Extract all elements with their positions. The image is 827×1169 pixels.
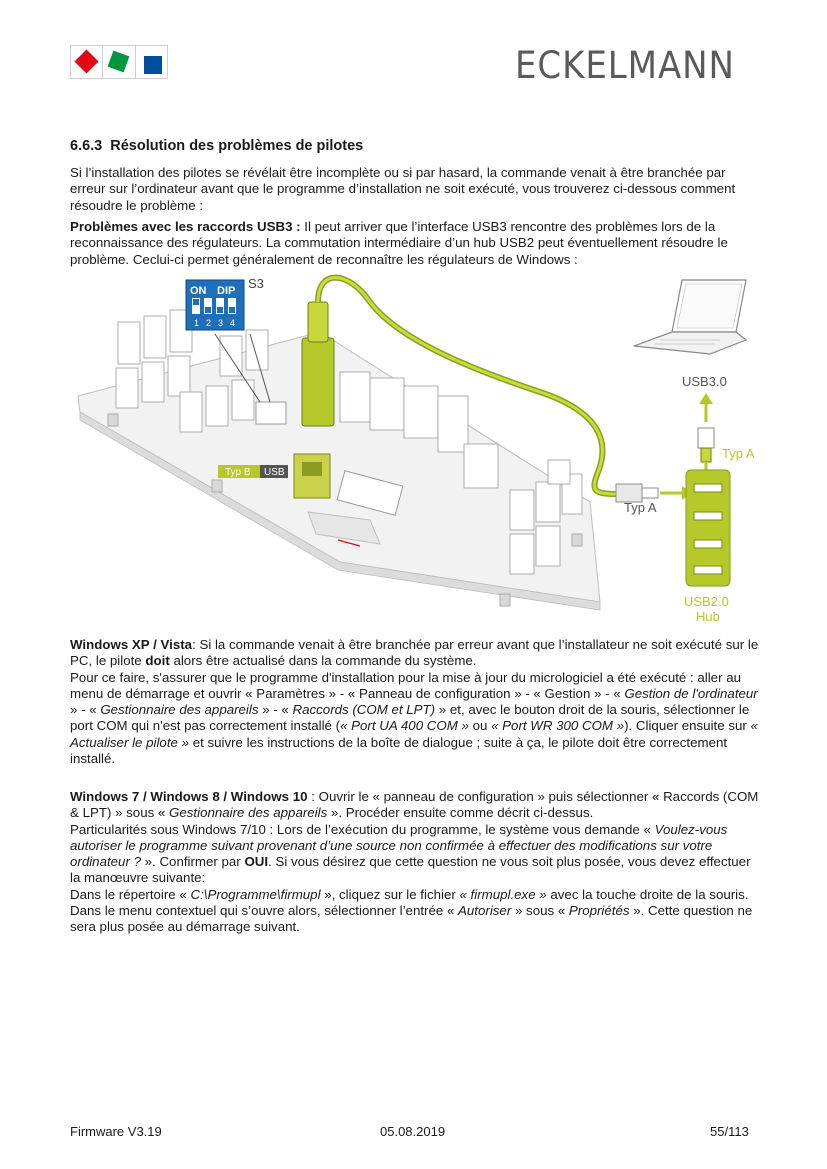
windows-xp-paragraph <box>70 637 760 767</box>
win7-text-5: . Si vous désirez que cette question ne vous soit plus posée, vous devez effectuer la manœuvre suivante: <box>70 854 751 886</box>
winxp-text-7: ou <box>468 718 492 734</box>
win7-text-4: ». Confirmer par <box>140 854 245 870</box>
typ-a-cable-label: Typ A <box>624 500 657 515</box>
winxp-italic-1: Gestion de l'ordinateur <box>624 685 758 701</box>
usb3-paragraph <box>70 219 760 268</box>
winxp-italic-2: Gestionnaire des appareils <box>100 702 259 718</box>
winxp-italic-3: Raccords (COM et LPT) <box>292 702 436 718</box>
win7-oui: OUI <box>244 854 269 870</box>
usb-hub-diagram <box>70 272 770 632</box>
winxp-text-9: et suivre les instructions de la boîte de dialogue ; suite à ça, le pilote doit être correctement installé. <box>70 734 728 767</box>
winxp-label: Windows XP / Vista <box>70 637 193 652</box>
logo-blue-square <box>144 56 162 74</box>
winxp-italic-4: « Port UA 400 COM » <box>340 718 469 734</box>
win7-italic-4: « firmupl.exe » <box>459 886 547 902</box>
usb20-label: USB2.0 <box>684 594 729 609</box>
typ-b-label: Typ B <box>225 467 251 478</box>
win7-text-7: », cliquez sur le fichier <box>320 886 460 902</box>
win7-italic-1: Gestionnaire des appareils <box>169 805 328 821</box>
windows-7-paragraph <box>70 789 760 936</box>
section-number: 6.6.3 <box>70 138 103 154</box>
dip-number-3: 3 <box>218 318 224 328</box>
win7-text-10: ». Cette question ne sera plus posée au démarrage suivant. <box>70 903 753 935</box>
win7-label: Windows 7 / Windows 8 / Windows 10 <box>70 789 308 804</box>
hub-label: Hub <box>696 609 720 624</box>
logo-green-square <box>108 51 130 73</box>
win7-text-6: Dans le répertoire « <box>70 886 191 902</box>
winxp-doit: doit <box>145 653 170 669</box>
winxp-italic-6: « Actualiser le pilote » <box>70 718 758 750</box>
dip-number-4: 4 <box>230 318 236 328</box>
win7-text-3: Particularités sous Windows 7/10 : Lors de l’exécution du programme, le système vous demande « <box>70 821 655 837</box>
footer-page-number: 55/113 <box>710 1124 749 1139</box>
section-title: Résolution des problèmes de pilotes <box>110 138 364 154</box>
dip-number-2: 2 <box>206 318 212 328</box>
usb-b-plug <box>302 338 334 426</box>
winxp-text-6: » et, avec le bouton droit de la souris, sélectionner le port COM qui n'est pas correctement installé ( <box>70 702 750 734</box>
dip-number-1: 1 <box>194 318 200 328</box>
win7-italic-5: Autoriser <box>458 903 512 919</box>
win7-text-9: » sous « <box>511 903 569 919</box>
winxp-text-2: alors être actualisé dans la commande du système. <box>169 653 477 669</box>
win7-italic-2: Voulez-vous autoriser le programme suivant provenant d’une source non confirmée à effectuer des modifications sur votre ordinateur ? <box>70 821 728 870</box>
usb3-label: Problèmes avec les raccords USB3 : <box>70 219 301 234</box>
winxp-text-1: : Si la commande venait à être branchée par erreur avant que l’installateur ne soit exécuté sur le PC, le pilote <box>70 637 759 669</box>
section-heading <box>70 137 363 155</box>
win7-italic-6: Propriétés <box>568 903 630 919</box>
winxp-text-4: » - « <box>70 702 101 718</box>
dip-on-label: ON <box>190 285 207 297</box>
brand-name: ECKELMANN <box>515 44 735 87</box>
winxp-text-5: » - « <box>258 702 293 718</box>
win7-text-8: avec la touche droite de la souris. Dans le menu contextuel qui s’ouvre alors, sélectionner l’entrée « <box>70 886 749 919</box>
laptop-icon <box>634 280 746 354</box>
intro-paragraph: Si l’installation des pilotes se révélait être incomplète ou si par hasard, la commande venait à être branchée par erreur sur l’ordinateur avant que le programme d’installation ne soit exécuté, vous trouverez ci-dessous comment résoudre le problème : <box>70 165 736 213</box>
winxp-text-3: Pour ce faire, s'assurer que le programme d'installation pour la mise à jour du micrologiciel a été exécuté : aller au menu de démarrage et ouvrir « Paramètres » - « Panneau de configuration » - « Gestion » - « <box>70 669 741 701</box>
win7-italic-3: C:\Programme\firmupl <box>190 886 321 902</box>
win7-text-2: ». Procéder ensuite comme décrit ci-dessus. <box>327 805 594 821</box>
usb3-text: Il peut arriver que l’interface USB3 rencontre des problèmes lors de la reconnaissance des régulateurs. La commutation intermédiaire d’un hub USB2 peut éventuellement résoudre le problème. Ceclui-ci permet généralement de reconnaître les régulateurs de Windows : <box>70 219 728 267</box>
footer-firmware: Firmware V3.19 <box>70 1124 162 1139</box>
usb-tag-label: USB <box>264 467 285 478</box>
eckelmann-logo-mark <box>70 45 168 79</box>
dip-switch-callout <box>186 280 244 330</box>
logo-red-square <box>74 49 98 73</box>
dip-label: DIP <box>217 285 236 297</box>
usb-a-plug-hub <box>698 428 714 448</box>
s3-label: S3 <box>248 276 264 291</box>
winxp-italic-5: « Port WR 300 COM » <box>491 718 625 734</box>
typ-a-hub-label: Typ A <box>722 446 755 461</box>
winxp-text-8: ). Cliquer ensuite sur <box>624 718 751 734</box>
win7-text-1: : Ouvrir le « panneau de configuration » puis sélectionner « Raccords (COM & LPT) » sous « <box>70 789 759 821</box>
usb30-label: USB3.0 <box>682 374 727 389</box>
footer-date: 05.08.2019 <box>380 1124 446 1139</box>
